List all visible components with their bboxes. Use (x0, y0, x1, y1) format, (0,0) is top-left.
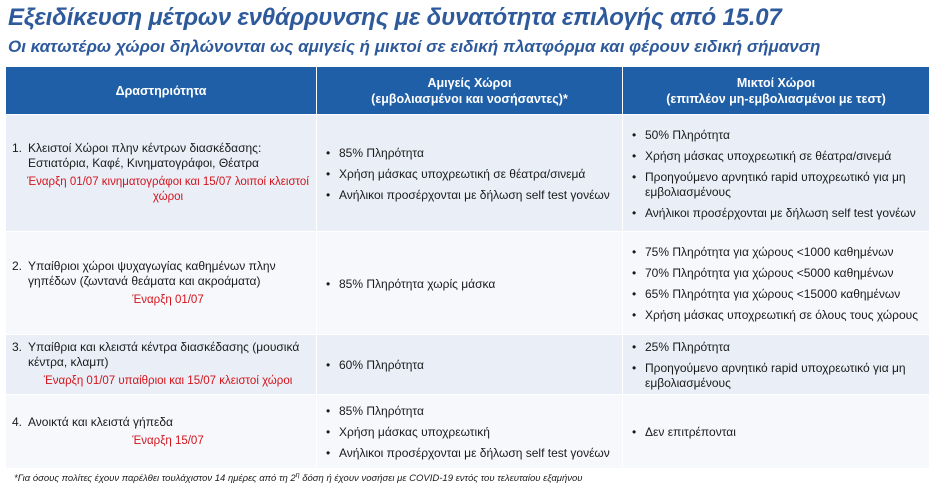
list-item: • Ανήλικοι προσέρχονται με δήλωση self test γονέων (629, 206, 923, 221)
list-item: • Ανήλικοι προσέρχονται με δήλωση self test γονέων (323, 446, 616, 461)
activity-text: Ανοικτά και κλειστά γήπεδα (28, 414, 173, 429)
list-item: • 70% Πληρότητα για χώρους <5000 καθημένων (629, 266, 923, 281)
measures-table (5, 66, 930, 469)
list-item: • 25% Πληρότητα (629, 340, 923, 355)
activity-text: Υπαίθριοι χώροι ψυχαγωγίας καθημένων πλην γηπέδων (ζωντανά θεάματα και ακροάματα) (28, 258, 276, 288)
footnote: *Για όσους πολίτες έχουν παρέλθει τουλάχιστον 14 ημέρες από τη $2^\eta$ δόση ή έχουν νοσήσει με COVID-19 εντός του τελευταίου εξαμήνου (14, 472, 583, 485)
header-pure-spaces: Αμιγείς Χώροι (εμβολιασμένοι και νοσήσαντες)* (317, 67, 623, 115)
list-item: • 85% Πληρότητα (323, 404, 616, 419)
table-row (6, 395, 930, 469)
page-subtitle: Οι κατωτέρω χώροι δηλώνονται ως αμιγείς ή μικτοί σε ειδική πλατφόρμα και φέρουν ειδική σήμανση (8, 37, 821, 56)
pure-cell (317, 232, 623, 335)
list-item: • Χρήση μάσκας υποχρεωτική σε όλους τους χώρους (629, 308, 923, 323)
start-date-note: Έναρξη 01/07 υπαίθριοι και 15/07 κλειστοί χώροι (43, 375, 293, 387)
mixed-cell (623, 395, 930, 469)
activity-cell: 1. Κλειστοί Χώροι πλην κέντρων διασκέδασης: Εστιατόρια, Καφέ, Κινηματογράφοι, Θέατρα Έναρξη 01/07 κινηματογράφοι και 15/07 λοιποί κλειστοί χώροι (6, 115, 317, 232)
pure-cell (317, 335, 623, 395)
table-row (6, 115, 930, 232)
list-item: • 65% Πληρότητα για χώρους <15000 καθημένων (629, 287, 923, 302)
page-title: Εξειδίκευση μέτρων ενθάρρυνσης με δυνατότητα επιλογής από 15.07 (8, 4, 782, 31)
header-mixed-spaces: Μικτοί Χώροι (επιπλέον μη-εμβολιασμένοι με τεστ) (623, 67, 930, 115)
start-date-note: Έναρξη 01/07 (132, 293, 204, 306)
list-item: • 85% Πληρότητα χωρίς μάσκα (323, 277, 616, 292)
list-item: • 85% Πληρότητα (323, 146, 616, 161)
pure-cell (317, 115, 623, 232)
table-row (6, 335, 930, 395)
activity-cell: 2. Υπαίθριοι χώροι ψυχαγωγίας καθημένων πλην γηπέδων (ζωντανά θεάματα και ακροάματα) Έναρξη 01/07 (6, 232, 317, 335)
list-item: • 60% Πληρότητα (323, 358, 616, 373)
table-row (6, 232, 930, 335)
activity-text: Υπαίθρια και κλειστά κέντρα διασκέδασης (μουσικά κέντρα, κλαμπ) (28, 340, 300, 369)
activity-cell: 4. Ανοικτά και κλειστά γήπεδα Έναρξη 15/07 (6, 395, 317, 469)
list-item: • Προηγούμενο αρνητικό rapid υποχρεωτικό για μη εμβολιασμένους (629, 361, 923, 391)
list-item: • Χρήση μάσκας υποχρεωτική σε θέατρα/σινεμά (323, 167, 616, 182)
list-item: • Δεν επιτρέπονται (629, 425, 923, 440)
activity-cell: 3. Υπαίθρια και κλειστά κέντρα διασκέδασης (μουσικά κέντρα, κλαμπ) Έναρξη 01/07 υπαίθριοι και 15/07 κλειστοί χώροι (6, 335, 317, 395)
mixed-cell (623, 115, 930, 232)
list-item: • Χρήση μάσκας υποχρεωτική (323, 425, 616, 440)
list-item: • 50% Πληρότητα (629, 128, 923, 143)
list-item: • 75% Πληρότητα για χώρους <1000 καθημένων (629, 245, 923, 260)
list-item: • Προηγούμενο αρνητικό rapid υποχρεωτικό για μη εμβολιασμένους (629, 170, 923, 200)
pure-cell (317, 395, 623, 469)
mixed-cell (623, 335, 930, 395)
start-date-note: Έναρξη 01/07 κινηματογράφοι και 15/07 λοιποί κλειστοί χώροι (27, 176, 309, 203)
mixed-cell (623, 232, 930, 335)
header-activity: Δραστηριότητα (6, 67, 317, 115)
activity-text: Κλειστοί Χώροι πλην κέντρων διασκέδασης: Εστιατόρια, Καφέ, Κινηματογράφοι, Θέατρα (28, 141, 262, 170)
start-date-note: Έναρξη 15/07 (132, 434, 204, 447)
list-item: • Ανήλικοι προσέρχονται με δήλωση self test γονέων (323, 188, 616, 203)
list-item: • Χρήση μάσκας υποχρεωτική σε θέατρα/σινεμά (629, 149, 923, 164)
